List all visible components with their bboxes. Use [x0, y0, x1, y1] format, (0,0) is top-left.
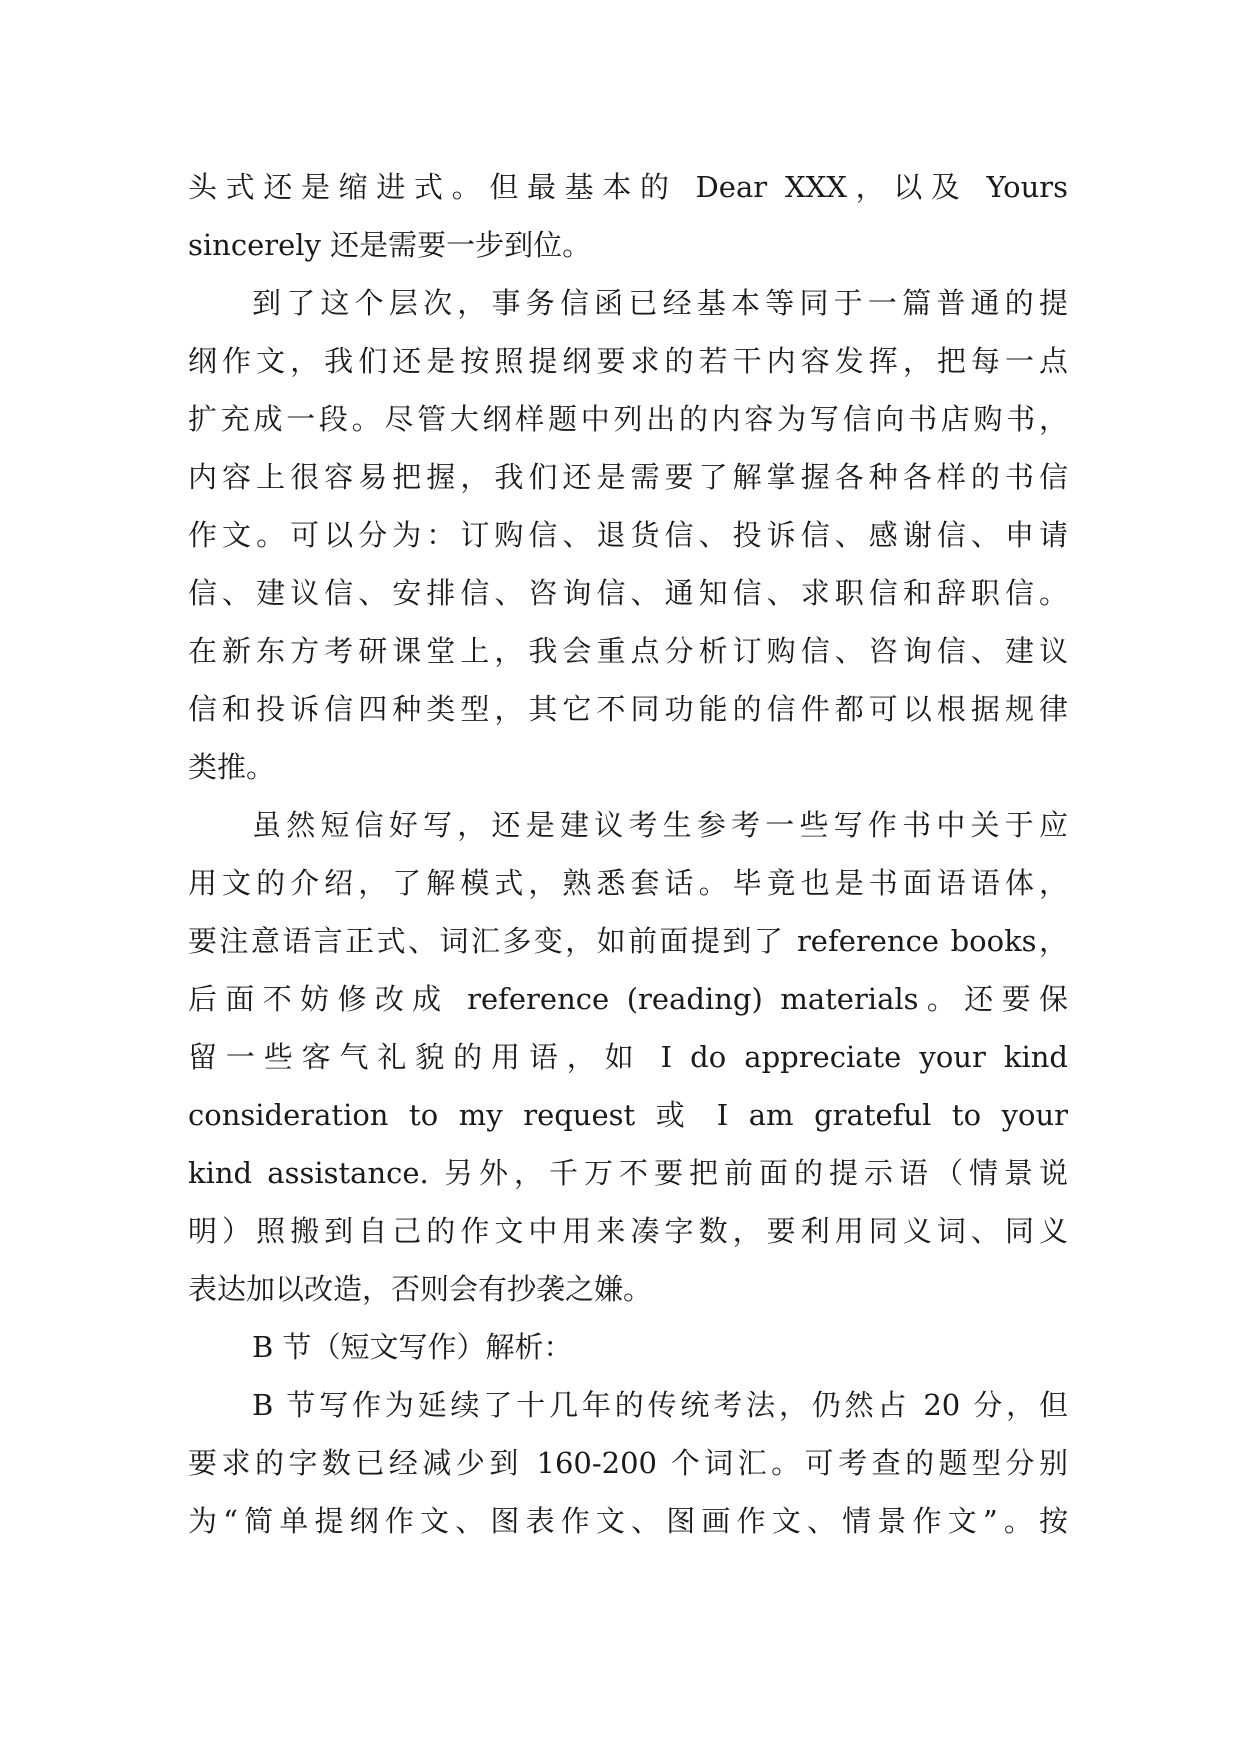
text-line: 明）照搬到自己的作文中用来凑字数，要利用同义词、同义	[188, 1214, 1068, 1248]
section-heading	[188, 1318, 1068, 1376]
text-line: 扩充成一段。尽管大纲样题中列出的内容为写信向书店购书，	[188, 402, 1068, 436]
text-line: kind assistance. 另外，千万不要把前面的提示语（情景说	[188, 1156, 1068, 1190]
text-line: B 节写作为延续了十几年的传统考法，仍然占 20 分，但	[252, 1388, 1068, 1422]
paragraph	[188, 158, 1068, 274]
text-line: 内容上很容易把握，我们还是需要了解掌握各种各样的书信	[188, 460, 1068, 494]
text-line: 信、建议信、安排信、咨询信、通知信、求职信和辞职信。	[188, 576, 1068, 610]
text-line: 在新东方考研课堂上，我会重点分析订购信、咨询信、建议	[188, 634, 1068, 668]
text-line: 信和投诉信四种类型，其它不同功能的信件都可以根据规律	[188, 692, 1068, 726]
text-line: 用文的介绍，了解模式，熟悉套话。毕竟也是书面语语体，	[188, 866, 1068, 900]
text-line: 到了这个层次，事务信函已经基本等同于一篇普通的提	[252, 286, 1068, 320]
text-line: 要注意语言正式、词汇多变，如前面提到了 reference books，	[188, 924, 1068, 958]
text-line: 类推。	[188, 750, 276, 784]
text-line: B 节（短文写作）解析：	[252, 1330, 573, 1364]
text-line: 头式还是缩进式。但最基本的 Dear XXX，以及 Yours	[188, 170, 1068, 204]
text-line: sincerely 还是需要一步到位。	[188, 228, 592, 262]
text-line: 作文。可以分为：订购信、退货信、投诉信、感谢信、申请	[188, 518, 1068, 552]
paragraph	[188, 796, 1068, 1318]
text-line: 虽然短信好写，还是建议考生参考一些写作书中关于应	[252, 808, 1068, 842]
body-text	[188, 158, 1068, 1550]
text-line: 要求的字数已经减少到 160-200 个词汇。可考查的题型分别	[188, 1446, 1068, 1480]
text-line: 留一些客气礼貌的用语，如 I do appreciate your kind	[188, 1040, 1068, 1074]
text-line: 纲作文，我们还是按照提纲要求的若干内容发挥，把每一点	[188, 344, 1068, 378]
paragraph	[188, 1376, 1068, 1550]
paragraph	[188, 274, 1068, 796]
text-line: 后面不妨修改成 reference (reading) materials。还要保	[188, 982, 1068, 1016]
text-line: consideration to my request 或 I am grateful to your	[188, 1098, 1068, 1132]
text-line: 为“简单提纲作文、图表作文、图画作文、情景作文”。按	[188, 1504, 1068, 1538]
text-line: 表达加以改造，否则会有抄袭之嫌。	[188, 1272, 653, 1306]
